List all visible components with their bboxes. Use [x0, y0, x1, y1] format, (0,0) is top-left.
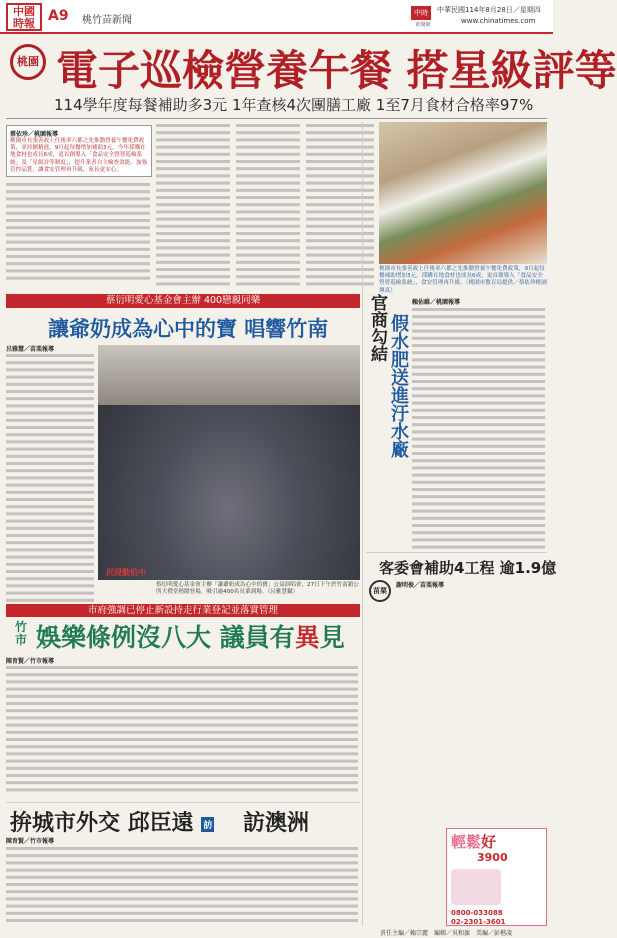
text-line [6, 248, 150, 251]
text-line [6, 527, 94, 530]
text-line [6, 197, 150, 200]
lead-photo-caption: 桃園市長張善政上任後率六都之先推動營養午餐免費政策，9月起每餐補助增加3元，採購在地食材也成長6成，更首創導入「食品安全營智巡檢系統」，食安管理再升級。（桃園市教育局提供／蔡依珍桃園傳真） [379, 266, 547, 294]
text-line [6, 233, 150, 236]
text-line [6, 241, 150, 244]
text-line [412, 308, 545, 311]
city-body [6, 845, 360, 925]
text-line [156, 182, 230, 185]
text-line [236, 124, 300, 127]
text-line [6, 277, 150, 280]
text-line [236, 254, 300, 257]
hakka-region-badge: 苗栗 [369, 580, 391, 602]
lead-summary: 桃園市長張善政上任後率六都之先推動營養午餐免費政策，並持續精進，9月起每餐增加補助3元，今年採購在地食材也成長6成，更首創導入「食品安全營智巡檢系統」及「星級評等制度」，提升業者自主檢查效能、加強管控品質，讓食安管理再升級，家長更安心。 [10, 138, 148, 173]
text-line [6, 556, 94, 559]
text-line [156, 275, 230, 278]
text-line [236, 182, 300, 185]
text-line [6, 760, 358, 763]
official-title-block [368, 294, 408, 550]
text-line [236, 196, 300, 199]
text-lines [236, 122, 302, 285]
text-line [156, 203, 230, 206]
text-line [6, 680, 358, 683]
footer-credits: 責任主編／賴宗麗 編輯／吳和旗 美編／彭楷凌 [380, 930, 513, 937]
text-line [6, 724, 358, 727]
text-line [6, 912, 358, 915]
text-line [6, 376, 94, 379]
text-line [6, 577, 94, 580]
lead-photo [379, 122, 547, 264]
text-line [412, 380, 545, 383]
text-line [306, 196, 374, 199]
text-line [306, 131, 374, 134]
text-line [306, 182, 374, 185]
text-line [6, 448, 94, 451]
brand-badge: 中時 [411, 6, 431, 20]
text-line [412, 373, 545, 376]
text-line [6, 262, 150, 265]
lead-subhead: 114學年度每餐補助多3元 1年查核4次團膳工廠 1至7月食材合格率97% [54, 96, 534, 114]
text-line [6, 688, 358, 691]
text-line [156, 174, 230, 177]
text-line [6, 219, 150, 222]
text-line [6, 563, 94, 566]
text-line [6, 876, 358, 879]
text-line [6, 702, 358, 705]
text-line [412, 409, 545, 412]
text-line [6, 534, 94, 537]
text-line [236, 203, 300, 206]
text-line [6, 520, 94, 523]
column-rule [362, 122, 363, 926]
city-headline [10, 806, 214, 837]
official-body [412, 306, 547, 550]
newspaper-logo [6, 3, 42, 31]
text-line [236, 275, 300, 278]
text-line [306, 146, 374, 149]
text-line [6, 854, 358, 857]
text-line [156, 124, 230, 127]
charity-body [6, 352, 96, 602]
text-line [412, 546, 545, 549]
text-line [306, 124, 374, 127]
text-line [6, 455, 94, 458]
text-line [6, 383, 94, 386]
text-line [6, 709, 358, 712]
text-line [156, 160, 230, 163]
logo-line1: 中國 [13, 5, 35, 18]
text-line [306, 254, 374, 257]
text-line [6, 269, 150, 272]
text-line [6, 412, 94, 415]
ad-price: 3900 [477, 851, 508, 864]
text-line [6, 861, 358, 864]
text-line [306, 138, 374, 141]
text-line [306, 239, 374, 242]
brand-sub: 新聞網 [415, 22, 431, 28]
text-line [306, 282, 374, 285]
text-line [412, 351, 545, 354]
text-line [412, 459, 545, 462]
text-line [6, 548, 94, 551]
text-line [6, 498, 94, 501]
text-line [6, 890, 358, 893]
text-line [6, 491, 94, 494]
divider [366, 552, 547, 553]
text-line [236, 282, 300, 285]
text-line [306, 218, 374, 221]
text-line [6, 738, 358, 741]
text-line [6, 205, 150, 208]
text-line [412, 322, 545, 325]
text-line [412, 315, 545, 318]
text-line [6, 476, 94, 479]
text-line [6, 469, 94, 472]
official-byline: 賴佑維／桃園報導 [412, 299, 461, 306]
lead-body-col3 [236, 122, 302, 285]
text-line [412, 488, 545, 491]
text-line [412, 502, 545, 505]
text-line [412, 517, 545, 520]
text-line [412, 538, 545, 541]
ad-title-text: 輕鬆 [451, 833, 482, 851]
text-lines [306, 122, 376, 285]
text-line [156, 254, 230, 257]
city-byline: 陳育賢／竹市報導 [6, 838, 55, 845]
text-line [6, 666, 358, 669]
official-title-b: 假水肥送進汙水廠 [388, 314, 409, 458]
city-headline-b: 訪澳洲 [243, 810, 310, 836]
divider [6, 802, 360, 803]
text-line [156, 268, 230, 271]
charity-headline: 讓爺奶成為心中的寶 唱響竹南 [48, 317, 329, 341]
text-lines [6, 664, 360, 792]
ordinance-region: 竹市 [14, 620, 27, 647]
text-line [412, 452, 545, 455]
text-line [6, 505, 94, 508]
text-line [412, 438, 545, 441]
region-badge: 桃園 [10, 44, 46, 80]
text-line [236, 189, 300, 192]
lead-byline: 蔡依珍／桃園報導 [10, 131, 59, 138]
text-line [306, 167, 374, 170]
text-line [236, 210, 300, 213]
text-line [6, 255, 150, 258]
concert-photo [98, 345, 360, 580]
divider [6, 118, 547, 119]
page-number: A9 [48, 8, 69, 24]
text-line [6, 731, 358, 734]
text-line [412, 387, 545, 390]
hakka-headline: 客委會補助4工程 逾1.9億 [379, 559, 557, 577]
lead-body-col4 [306, 122, 376, 285]
masthead [0, 0, 553, 34]
text-line [156, 239, 230, 242]
stage-area [98, 345, 360, 405]
text-line [156, 189, 230, 192]
text-line [6, 419, 94, 422]
text-lines [6, 181, 152, 285]
text-line [306, 268, 374, 271]
lead-body-col1 [6, 181, 152, 285]
text-line [236, 225, 300, 228]
text-line [6, 183, 150, 186]
text-line [156, 225, 230, 228]
charity-banner: 蔡衍明愛心基金會主辦 400戀親同樂 [6, 294, 360, 308]
text-line [156, 196, 230, 199]
ordinance-headline-accent: 異 [294, 623, 320, 652]
ad-title-accent: 好 [481, 833, 497, 851]
text-line [412, 474, 545, 477]
official-title-a: 官商勾結 [367, 294, 387, 362]
text-line [306, 225, 374, 228]
text-line [306, 246, 374, 249]
text-line [6, 361, 94, 364]
lead-headline: 電子巡檢營養午餐 搭星級評等 [56, 46, 617, 95]
lead-body-col2 [156, 122, 232, 285]
text-line [6, 354, 94, 357]
text-line [6, 584, 94, 587]
text-line [6, 781, 358, 784]
text-line [6, 368, 94, 371]
text-line [6, 847, 358, 850]
text-line [156, 246, 230, 249]
text-line [412, 430, 545, 433]
text-line [236, 146, 300, 149]
text-line [6, 397, 94, 400]
text-line [6, 919, 358, 922]
text-line [412, 531, 545, 534]
text-line [156, 131, 230, 134]
text-line [6, 869, 358, 872]
text-line [236, 160, 300, 163]
text-line [6, 570, 94, 573]
text-lines [6, 845, 360, 925]
text-line [6, 774, 358, 777]
text-line [236, 153, 300, 156]
text-lines [6, 352, 96, 602]
photo-caption-overlay: 沉浸動拍中 [106, 568, 146, 577]
text-line [412, 445, 545, 448]
text-line [412, 344, 545, 347]
text-line [306, 189, 374, 192]
text-line [156, 218, 230, 221]
text-line [6, 433, 94, 436]
text-line [236, 138, 300, 141]
hakka-byline: 謝明俊／苗栗報導 [396, 582, 445, 589]
text-line [6, 226, 150, 229]
text-line [6, 767, 358, 770]
website-url: www.chinatimes.com [461, 17, 536, 25]
advertisement[interactable] [446, 828, 547, 926]
text-line [6, 883, 358, 886]
charity-byline: 呂雅慧／苗栗報導 [6, 346, 55, 353]
text-line [412, 330, 545, 333]
text-line [6, 752, 358, 755]
text-line [156, 146, 230, 149]
text-line [236, 218, 300, 221]
text-line [156, 153, 230, 156]
text-line [412, 524, 545, 527]
text-line [6, 592, 94, 595]
text-line [6, 440, 94, 443]
text-line [6, 212, 150, 215]
text-line [412, 394, 545, 397]
text-line [412, 423, 545, 426]
text-line [306, 275, 374, 278]
text-line [6, 512, 94, 515]
text-line [306, 153, 374, 156]
text-line [236, 246, 300, 249]
text-line [156, 210, 230, 213]
ad-title [451, 831, 496, 852]
lead-summary-box [6, 125, 152, 177]
ordinance-headline [36, 618, 345, 654]
text-line [412, 466, 545, 469]
text-line [236, 232, 300, 235]
text-line [236, 239, 300, 242]
text-line [6, 897, 358, 900]
ad-phone2: 02-2301-3601 [451, 918, 506, 926]
text-line [306, 261, 374, 264]
text-line [156, 261, 230, 264]
text-line [306, 232, 374, 235]
text-line [412, 481, 545, 484]
text-line [6, 788, 358, 791]
text-line [156, 138, 230, 141]
text-line [6, 190, 150, 193]
text-lines [412, 306, 547, 550]
text-line [6, 462, 94, 465]
text-line [236, 167, 300, 170]
date-line: 中華民國114年8月28日／星期四 [437, 6, 541, 14]
text-line [306, 160, 374, 163]
ordinance-headline-a: 娛樂條例沒八大 議員有 [36, 623, 295, 652]
text-line [236, 268, 300, 271]
text-line [236, 174, 300, 177]
text-line [412, 358, 545, 361]
text-line [236, 261, 300, 264]
text-line [156, 167, 230, 170]
text-line [6, 404, 94, 407]
text-line [306, 210, 374, 213]
text-line [6, 695, 358, 698]
logo-line2: 時報 [13, 17, 35, 30]
text-line [412, 402, 545, 405]
city-headline-tag: 訪 [201, 817, 214, 832]
city-headline-a: 拚城市外交 邱臣遠 [10, 810, 194, 836]
ad-phone1: 0800-033088 [451, 909, 503, 917]
ordinance-headline-b: 見 [319, 623, 345, 652]
ordinance-banner: 市府強調已停止新設持走行業登記並落實管理 [6, 604, 360, 617]
section-title: 桃竹苗新聞 [82, 15, 132, 26]
text-line [6, 426, 94, 429]
ordinance-body [6, 664, 360, 792]
text-line [6, 484, 94, 487]
text-line [6, 673, 358, 676]
text-line [412, 337, 545, 340]
text-line [6, 745, 358, 748]
text-line [6, 599, 94, 602]
text-lines [156, 122, 232, 285]
text-line [306, 203, 374, 206]
text-line [6, 390, 94, 393]
text-line [6, 905, 358, 908]
text-line [6, 541, 94, 544]
text-line [156, 282, 230, 285]
text-line [306, 174, 374, 177]
ordinance-byline: 陳育賢／竹市報導 [6, 658, 55, 665]
text-line [6, 716, 358, 719]
text-line [236, 131, 300, 134]
charity-caption: 蔡衍明愛心基金會主辦「讓爺奶成為心中的寶」公益演唱會，27日下午於竹南鎮公所大禮堂熱鬧登場，吸引逾400名長輩到場。（呂雅慧攝） [156, 582, 359, 596]
product-image [451, 869, 501, 905]
text-line [412, 495, 545, 498]
text-line [412, 366, 545, 369]
text-line [156, 232, 230, 235]
text-line [412, 416, 545, 419]
text-line [412, 510, 545, 513]
